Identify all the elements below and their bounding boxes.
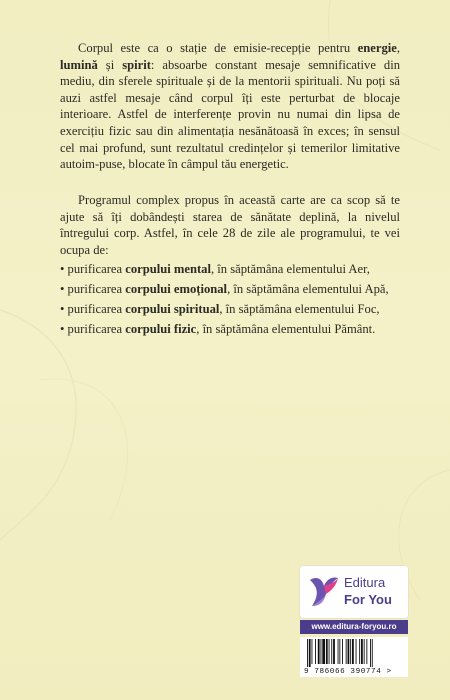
list-item [60, 261, 400, 278]
list-item [60, 281, 400, 298]
list-item-suffix: , în săptămâna elementului Aer, [210, 262, 370, 277]
program-paragraph [60, 192, 400, 341]
list-item-suffix: , în săptămâna elementului Pământ. [196, 321, 376, 336]
purification-list [60, 261, 400, 337]
isbn-digits: 9 786066 390774 > [304, 668, 392, 676]
list-item-suffix: , în săptămâna elementului Foc, [219, 301, 380, 316]
list-item-bold: corpului emoțional [125, 282, 228, 297]
p1-text-3: și [97, 57, 123, 72]
list-item-prefix: • purificarea [60, 321, 126, 336]
barcode-bars [306, 639, 402, 667]
list-item-prefix: • purificarea [60, 282, 126, 297]
list-item-bold: corpului mental [125, 262, 211, 277]
list-item-suffix: , în săptămâna elementului Apă, [227, 282, 389, 297]
publisher-name-line1: Editura [344, 575, 386, 590]
list-item-prefix: • purificarea [60, 301, 126, 316]
p1-text-4: : absoarbe constant mesaje semnificative din mediu, din sferele spirituale și de la mentorii spirituali. Nu poți să auzi astfel mesaje când corpul îți este perturbat de blocaje interioare. Astfel de interferențe provin nu numai din lipsa de exercițiu fizic sau din alimentația nesănătoasă în exces; în sensul cel mai profund, sunt rezultatul credințelor și temerilor limitative autoim-puse, blocate în câmpul tău energetic. [60, 57, 400, 172]
p1-text-2: , [396, 41, 400, 55]
p1-bold-spirit: spirit [122, 57, 151, 72]
bird-logo-icon [306, 572, 340, 610]
publisher-name-line2: For You [344, 592, 392, 607]
list-item-bold: corpului fizic [125, 321, 197, 336]
p1-bold-energie: energie [357, 41, 397, 55]
isbn-barcode [300, 637, 408, 677]
p1-bold-lumina: lumină [60, 57, 98, 72]
list-item [60, 321, 400, 338]
list-item-prefix: • purificarea [60, 262, 126, 277]
list-item-bold: corpului spiritual [125, 301, 220, 316]
publisher-url: www.editura-foryou.ro [300, 620, 408, 634]
publisher-logo [300, 566, 408, 618]
p1-text-1: Corpul este ca o stație de emisie-recepție pentru [78, 41, 358, 55]
intro-paragraph [60, 40, 400, 173]
list-item [60, 301, 400, 318]
program-intro: Programul complex propus în această carte are ca scop să te ajute să îți dobândești starea de sănătate deplină, la nivelul întregului corp. Astfel, în cele 28 de zile ale programului, te vei ocupa de: [60, 193, 400, 257]
